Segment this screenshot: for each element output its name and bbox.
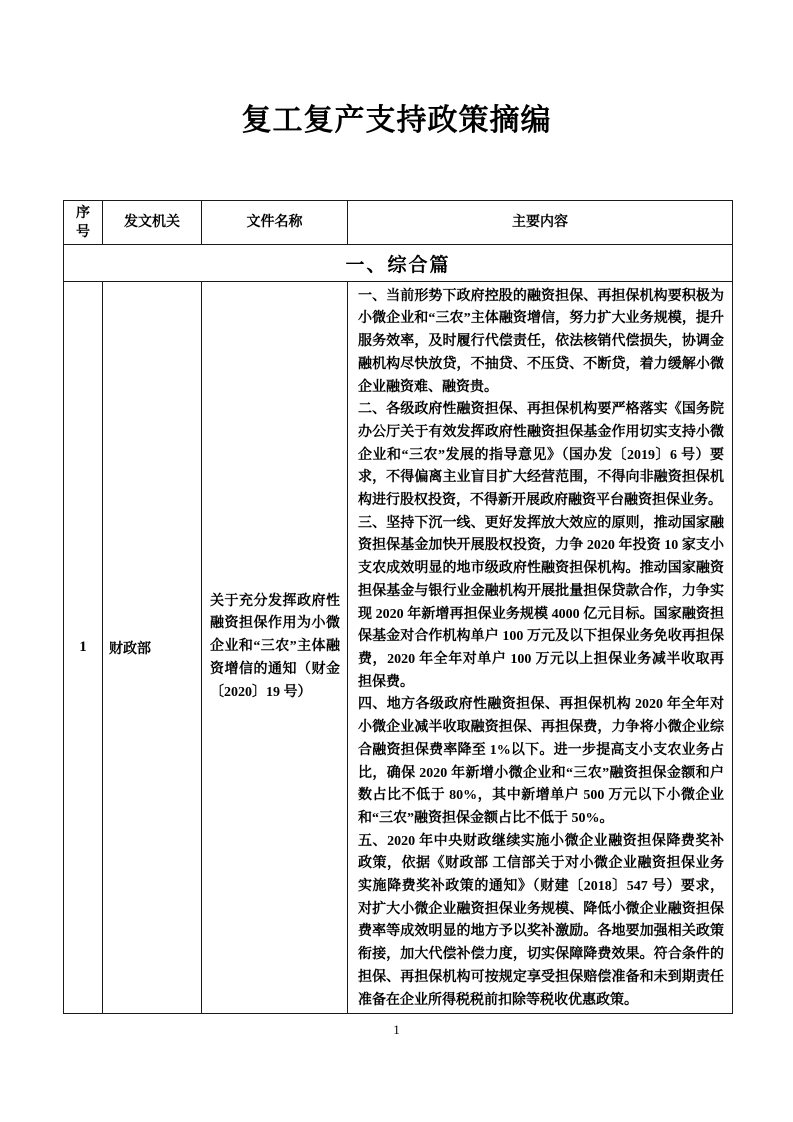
content-paragraph: 五、2020 年中央财政继续实施小微企业融资担保降费奖补政策，依据《财政部 工信部关于对小微企业融资担保业务实施降费奖补政策的通知》（财建〔2018〕547 号）要求，对扩大小微企业融资担保业务规模、降低小微企业融资担保费率等成效明显的地方予以奖补激励。各地要加强相关政策衔接，加大代偿补偿力度，切实保障降费效果。符合条件的担保、再担保机构可按规定享受担保赔偿准备和未到期责任准备在企业所得税税前扣除等税收优惠政策。 bbox=[358, 833, 724, 1008]
content-paragraph: 四、地方各级政府性融资担保、再担保机构 2020 年全年对小微企业减半收取融资担保、再担保费，力争将小微企业综合融资担保费率降至 1%以下。进一步提高支小支农业务占比，确保 2020 年新增小微企业和“三农”融资担保金额和户数占比不低于 80%，其中新增单户 500 万元以下小微企业和“三农”融资担保金额占比不低于 50%。 bbox=[358, 697, 724, 826]
content-paragraph: 一、当前形势下政府控股的融资担保、再担保机构要积极为小微企业和“三农”主体融资增信，努力扩大业务规模，提升服务效率，及时履行代偿责任，依法核销代偿损失，协调金融机构尽快放贷，不抽贷、不压贷、不断贷，着力缓解小微企业融资难、融资贵。 bbox=[358, 288, 724, 395]
section-header-row bbox=[64, 245, 733, 282]
page-number: 1 bbox=[393, 1022, 400, 1037]
column-header-no bbox=[64, 201, 103, 245]
issuing-agency-cell: 财政部 bbox=[103, 282, 202, 1014]
table-header-row bbox=[64, 201, 733, 245]
content-paragraph: 二、各级政府性融资担保、再担保机构要严格落实《国务院办公厅关于有效发挥政府性融资担保基金作用切实支持小微企业和“三农”发展的指导意见》（国办发〔2019〕6 号）要求，不得偏离主业盲目扩大经营范围，不得向非融资担保机构进行股权投资，不得新开展政府融资平台融资担保业务。 bbox=[358, 402, 724, 509]
main-content-cell bbox=[348, 282, 733, 1014]
column-header-document: 文件名称 bbox=[202, 201, 348, 245]
column-header-agency: 发文机关 bbox=[103, 201, 202, 245]
page-title: 复工复产支持政策摘编 bbox=[241, 104, 552, 137]
section-title: 一、综合篇 bbox=[64, 245, 733, 282]
column-header-content: 主要内容 bbox=[348, 201, 733, 245]
table-row bbox=[64, 282, 733, 1014]
row-number-cell: 1 bbox=[64, 282, 103, 1014]
content-paragraph: 三、坚持下沉一线、更好发挥放大效应的原则，推动国家融资担保基金加快开展股权投资，力争 2020 年投资 10 家支小支农成效明显的地市级政府性融资担保机构。推动国家融资担保基金与银行业金融机构开展批量担保贷款合作，力争实现 2020 年新增再担保业务规模 4000 亿元目标。国家融资担保基金对合作机构单户 100 万元及以下担保业务免收再担保费，2020 年全年对单户 100 万元以上担保业务减半收取再担保费。 bbox=[358, 515, 724, 690]
policy-table bbox=[63, 200, 733, 1014]
document-name-cell: 关于充分发挥政府性融资担保作用为小微企业和“三农”主体融资增信的通知（财金〔2020〕19 号） bbox=[202, 282, 348, 1014]
column-header-no-label: 序号 bbox=[75, 205, 90, 240]
